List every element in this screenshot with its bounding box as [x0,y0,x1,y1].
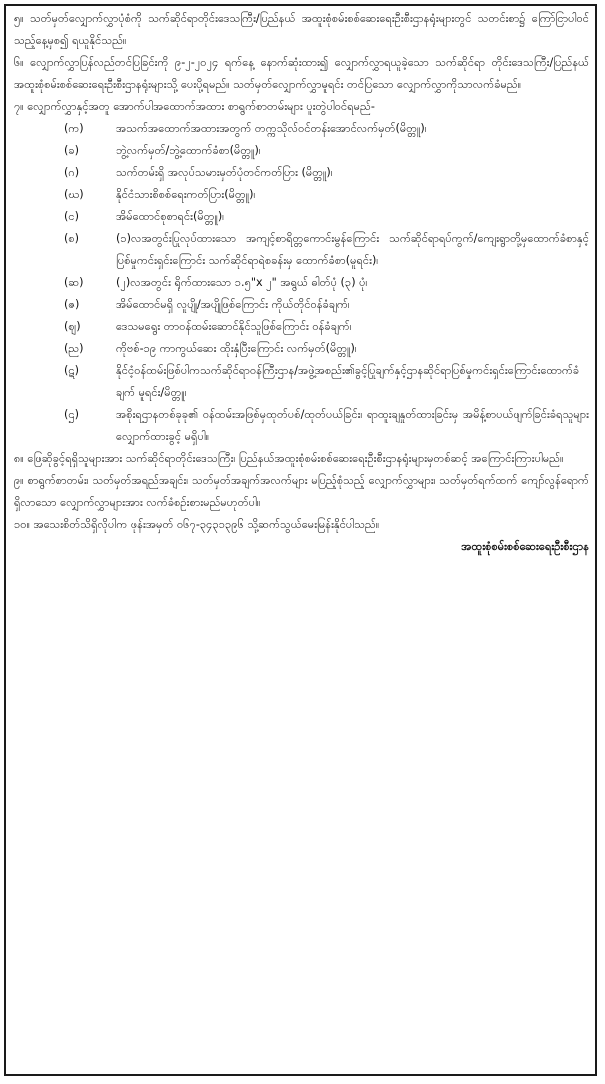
list-item-nga [14,206,589,228]
paragraph-6: ၆။ လျှောက်လွှာပြန်လည်တင်ပြခြင်းကို ၉-၂-၂၀၂၄ ရက်နေ့ နောက်ဆုံးထား၍ လျှောက်လွှာရယူခဲ့သော သက်ဆိုင်ရာ တိုင်းဒေသကြီး/ပြည်နယ် အထူးစုံစမ်းစစ်ဆေးရေးဦးစီးဌာနရုံးများသို့ ပေးပို့ရမည်။ သတ်မှတ်လျှောက်လွှာမူရင်း တင်ပြသော လျှောက်လွှာကိုသာလက်ခံမည်။ [14,56,589,91]
signature-line [14,536,589,558]
paragraph-8: ၈။ ဖြေဆိုခွင့်ရရှိသူများအား သက်ဆိုင်ရာတိုင်းဒေသကြီး၊ ပြည်နယ်အထူးစုံစမ်းစစ်ဆေးရေးဦးစီးဌာနရုံးများမှတစ်ဆင့် အကြောင်းကြားပါမည်။ [14,452,564,465]
list-marker: (ဂ) [64,166,80,179]
list-item-text: (၁)လအတွင်းပြုလုပ်ထားသော အကျင့်စာရိတ္တကောင်းမွန်ကြောင်း သက်ဆိုင်ရာရပ်ကွက်/ကျေးရွာတို့မှထောက်ခံစာနှင့် ပြစ်မှုကင်းရှင်းကြောင်း သက်ဆိုင်ရာရဲစခန်းမှ ထောက်ခံစာ(မူရင်း)၊ [116,232,589,267]
list-item-text: အိမ်ထောင်မရှိ လူပျို/အပျိုဖြစ်ကြောင်း ကိုယ်တိုင်ဝန်ခံချက်၊ [116,298,350,311]
list-item-text: ကိုဗစ်-၁၉ ကာကွယ်ဆေး ထိုးနှံပြီးကြောင်း လက်မှတ်(မိတ္တူ)၊ [116,342,357,355]
paragraph-10-text: ၁၀။ အသေးစိတ်သိရှိလိုပါက ဖုန်းအမှတ် ၀၆၇-၃၄၃၁၃၉၆ သို့ဆက်သွယ်မေးမြန်းနိုင်ပါသည်။ [14,518,380,531]
list-item-nya [14,338,589,360]
paragraph-9: ၉။ စာရွက်စာတမ်း၊ သတ်မှတ်အရည်အချင်း၊ သတ်မှတ်အချက်အလက်များ မပြည့်စုံသည့် လျှောက်လွှာများ၊ သတ်မှတ်ရက်ထက် ကျော်လွန်ရောက်ရှိလာသော လျှောက်လွှာများအား လက်ခံစဉ်းစားမည်မဟုတ်ပါ။ [14,474,589,509]
list-marker: (ဆ) [64,276,84,289]
list-marker: (ခ) [64,144,80,157]
list-item-text: နိုင်ငံ့ဝန်ထမ်းဖြစ်ပါကသက်ဆိုင်ရာဝန်ကြီးဌာန/အဖွဲ့အစည်း၏ခွင့်ပြုချက်နှင့်ဌာနဆိုင်ရာပြစ်မှုကင်းရှင်းကြောင်းထောက်ခံချက် မူရင်း/မိတ္တူ၊ [116,364,580,399]
list-marker: (ဌ) [64,408,79,421]
list-item-kha [14,140,589,162]
list-item-text: အစိုးရဌာနတစ်ခုခု၏ ဝန်ထမ်းအဖြစ်မှထုတ်ပစ်/ထုတ်ပယ်ခြင်း၊ ရာထူးချနှုတ်ထားခြင်းမှ အမိန့်စာပယ်ဖျက်ခြင်းခံရသူများ လျှောက်ထားခွင့် မရှိပါ။ [116,408,589,443]
list-marker: (င) [64,210,79,223]
list-item-ka [14,118,589,140]
list-item-hsa [14,272,589,294]
list-item-gha [14,184,589,206]
list-marker: (ဃ) [64,188,84,201]
list-item-text: ဒေသမရွေး တာဝန်ထမ်းဆောင်နိုင်သူဖြစ်ကြောင်း ဝန်ခံချက်၊ [116,320,352,333]
list-item-ttha [14,404,589,448]
list-item-zha [14,316,589,338]
list-item-sa [14,228,589,272]
paragraph-7-intro: ၇။ လျှောက်လွှာနှင့်အတူ အောက်ပါအထောက်အထား စာရွက်စာတမ်းများ ပူးတွဲပါဝင်ရမည်- [14,100,375,113]
list-marker: (စ) [64,232,80,245]
required-documents-list [14,118,589,448]
list-item-text: ဘွဲ့လက်မှတ်/ဘွဲ့ထောက်ခံစာ(မိတ္တူ)၊ [116,144,261,157]
list-item-text: (၂)လအတွင်း ရိုက်ထားသော ၁.၅"x ၂" အရွယ် ဓါတ်ပုံ (၃) ပုံ၊ [116,276,368,289]
list-item-text: နိုင်ငံသားစိစစ်ရေးကတ်ပြား(မိတ္တူ)၊ [116,188,256,201]
list-item-text: အိမ်ထောင်စုစာရင်း(မိတ္တူ)၊ [116,210,225,223]
list-marker: (ဇ) [64,298,80,311]
list-marker: (ဈ) [64,320,81,333]
list-marker: (ဋ) [64,364,79,377]
list-item-ga [14,162,589,184]
paragraph-5: ၅။ သတ်မှတ်လျှောက်လွှာပုံစံကို သက်ဆိုင်ရာတိုင်းဒေသကြီး/ပြည်နယ် အထူးစုံစမ်းစစ်ဆေးရေးဦးစီးဌာနရုံးများတွင် သတင်းစာ၌ ကြော်ငြာပါဝင်သည့်နေ့မှစ၍ ရယူနိုင်သည်။ [14,12,589,47]
list-item-za [14,294,589,316]
signature-department: အထူးစုံစမ်းစစ်ဆေးရေးဦးစီးဌာန [461,540,589,553]
list-marker: (က) [64,122,84,135]
list-item-text: သက်တမ်းရှိ အလုပ်သမားမှတ်ပုံတင်ကတ်ပြား (မိတ္တူ)၊ [116,166,333,179]
list-marker: (ည) [64,342,84,355]
notice-frame [4,4,597,1076]
list-item-tta [14,360,589,404]
paragraph-10 [14,514,589,558]
list-item-text: အသက်အထောက်အထားအတွက် တက္ကသိုလ်ဝင်တန်းအောင်လက်မှတ်(မိတ္တူ)၊ [116,122,427,135]
